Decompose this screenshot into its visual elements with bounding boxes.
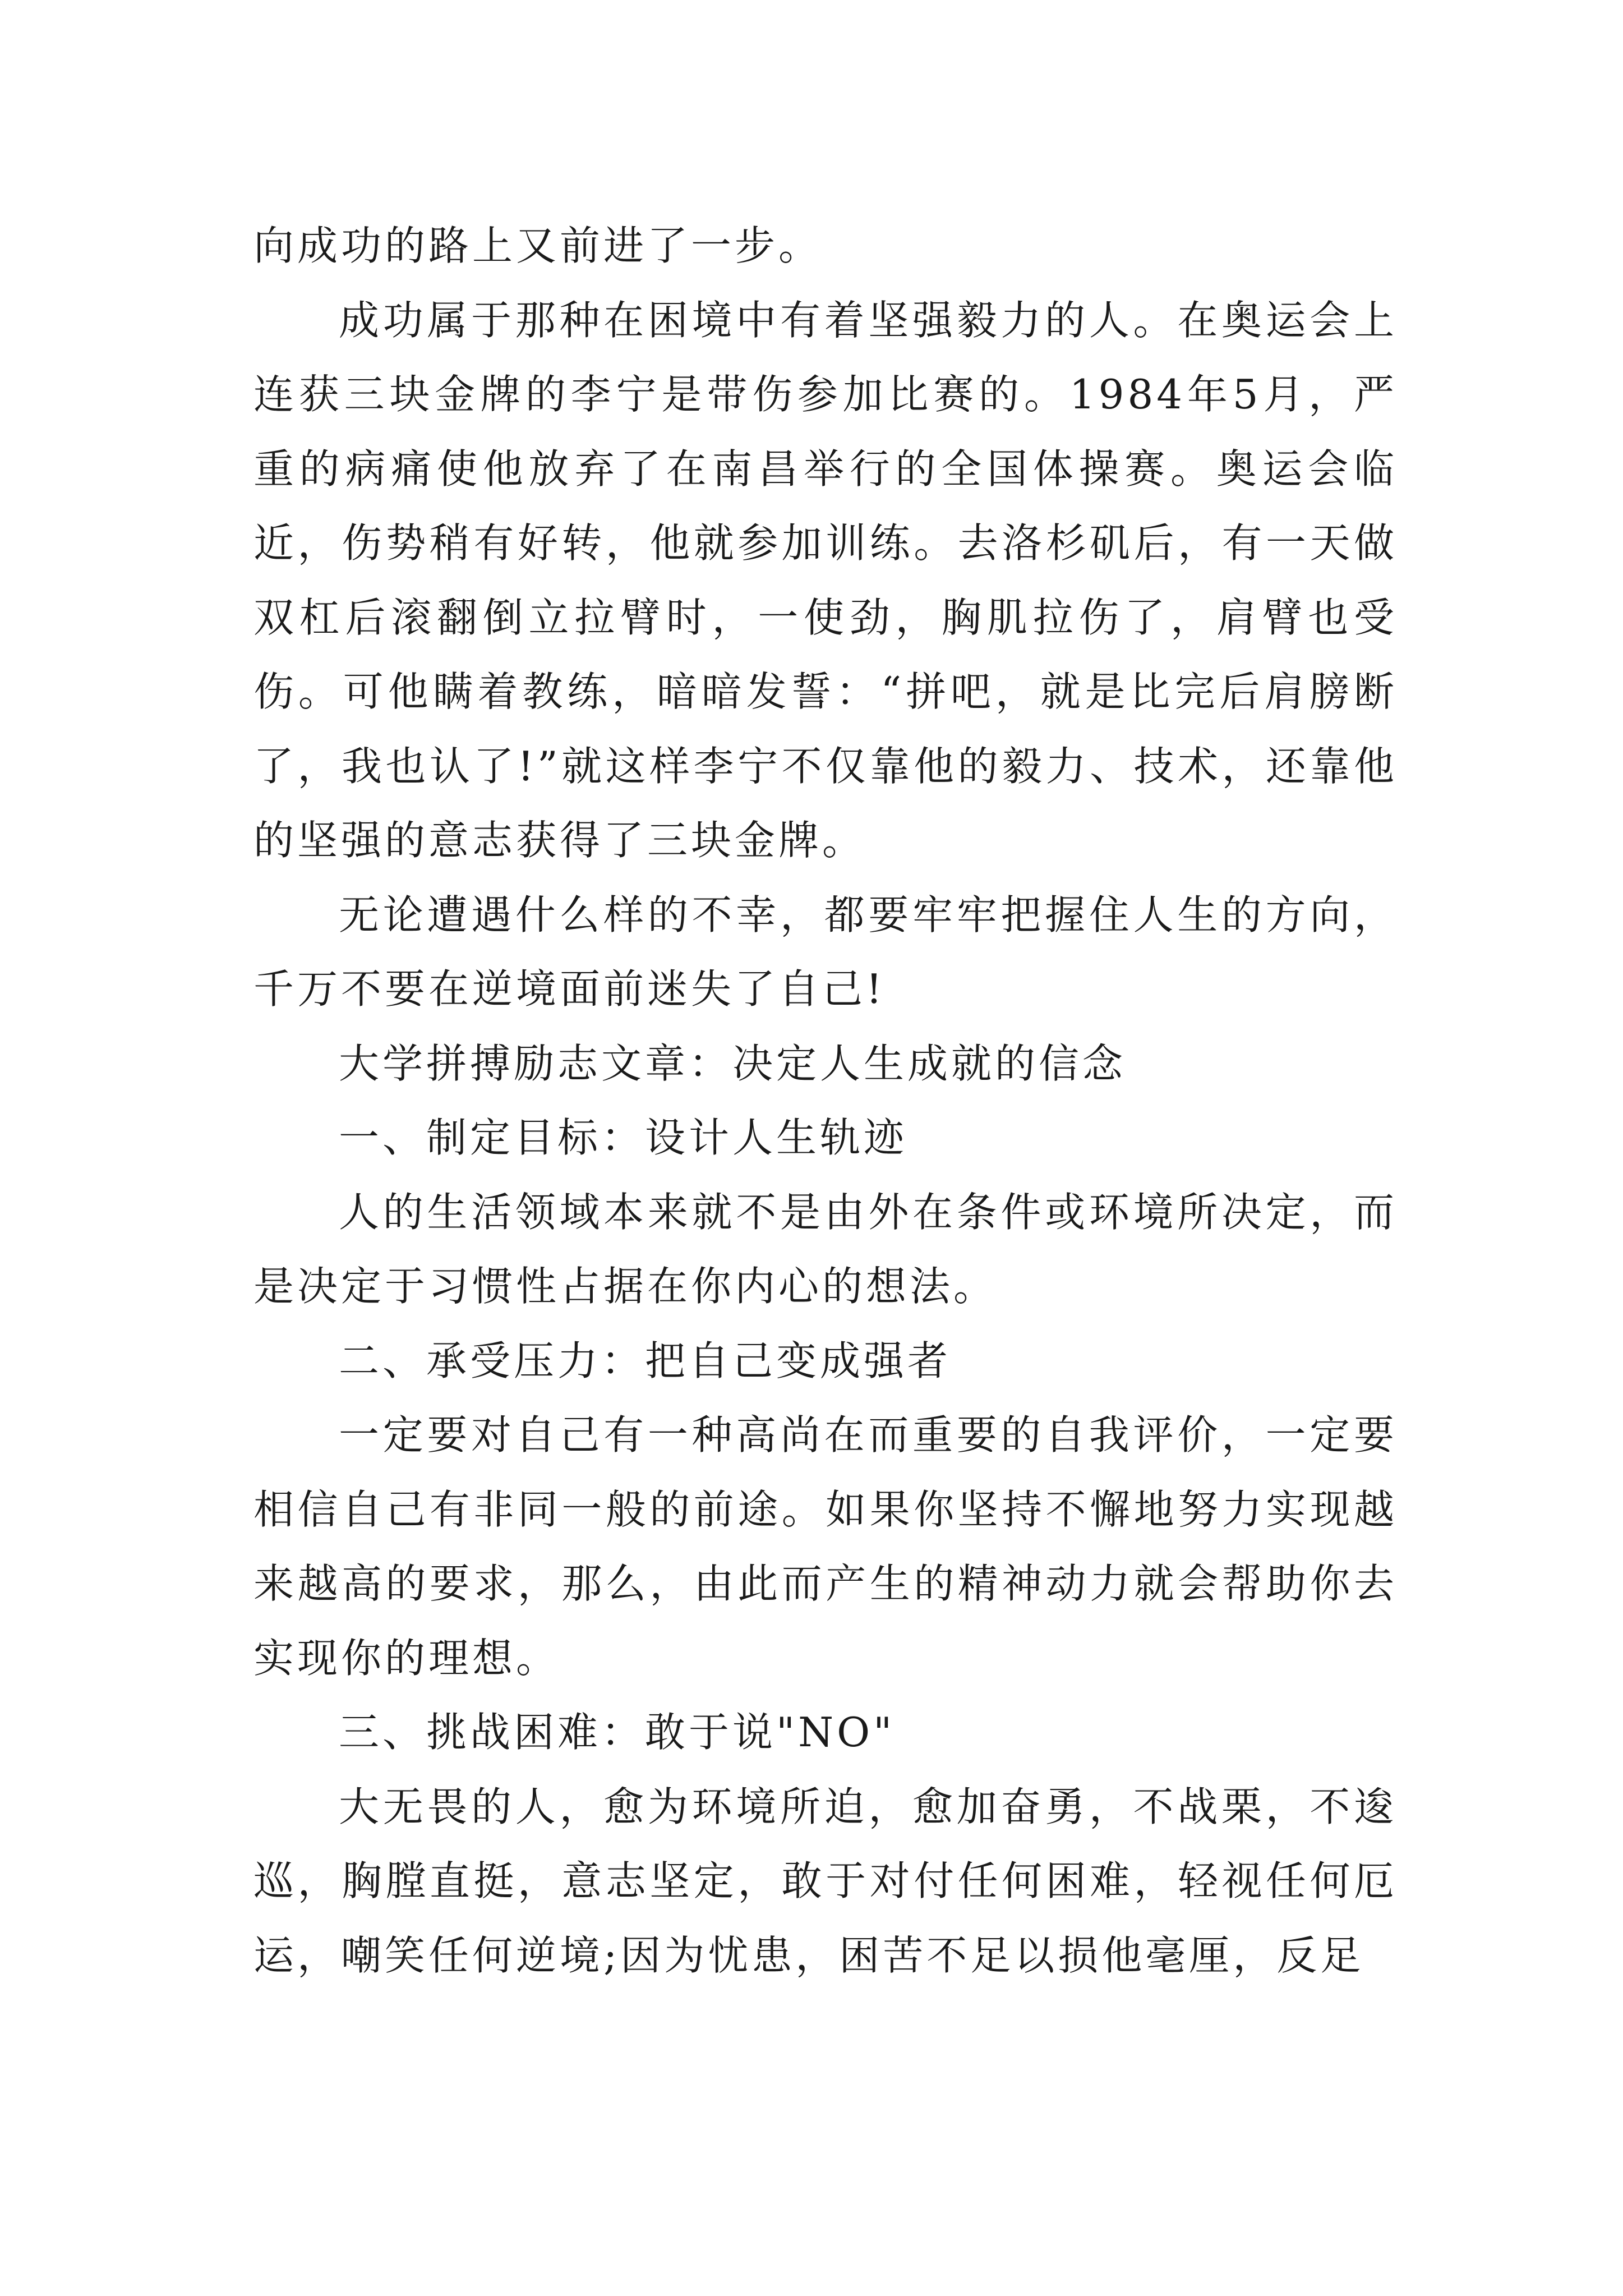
section-heading-3: 三、挑战困难：敢于说"NO" (339, 1709, 896, 1756)
paragraph-continuation: 向成功的路上又前进了一步。 (253, 222, 823, 269)
section-heading-1: 一、制定目标：设计人生轨迹 (339, 1114, 908, 1161)
paragraph-section-1: 人的生活领域本来就不是由外在条件或环境所决定，而是决定于习惯性占据在你内心的想法。 (253, 1188, 1398, 1310)
paragraph-section-3: 大无畏的人，愈为环境所迫，愈加奋勇，不战栗，不逡巡，胸膛直挺，意志坚定，敢于对付任何困难，轻视任何厄运，嘲笑任何逆境;因为忧患，困苦不足以损他毫厘，反足 (253, 1783, 1398, 1979)
body-text (253, 209, 1398, 1993)
paragraph-li-ning-story: 成功属于那种在困境中有着坚强毅力的人。在奥运会上连获三块金牌的李宁是带伤参加比赛的。1984年5月，严重的病痛使他放弃了在南昌举行的全国体操赛。奥运会临近，伤势稍有好转，他就参加训练。去洛杉矶后，有一天做双杠后滚翻倒立拉臂时，一使劲，胸肌拉伤了，肩臂也受伤。可他瞒着教练，暗暗发誓：“拼吧，就是比完后肩膀断了，我也认了!”就这样李宁不仅靠他的毅力、技术，还靠他的坚强的意志获得了三块金牌。 (253, 296, 1398, 864)
paragraph-conclusion: 无论遭遇什么样的不幸，都要牢牢把握住人生的方向，千万不要在逆境面前迷失了自己! (253, 891, 1398, 1013)
section-heading-2: 二、承受压力：把自己变成强者 (339, 1337, 952, 1384)
paragraph-section-2: 一定要对自己有一种高尚在而重要的自我评价，一定要相信自己有非同一般的前途。如果你坚持不懈地努力实现越来越高的要求，那么，由此而产生的精神动力就会帮助你去实现你的理想。 (253, 1411, 1398, 1682)
article-title: 大学拼搏励志文章：决定人生成就的信念 (339, 1039, 1127, 1087)
